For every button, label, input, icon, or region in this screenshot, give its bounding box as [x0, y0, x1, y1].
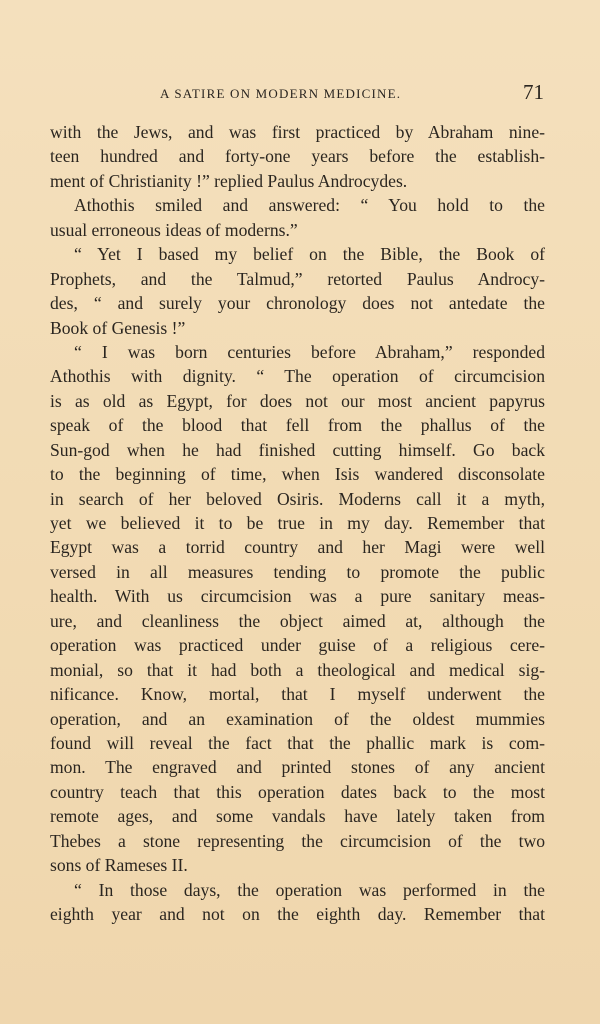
text-line: “ In those days, the operation was performed in the: [74, 879, 545, 900]
text-line: country teach that this operation dates back to the most: [50, 781, 545, 802]
text-line: operation was practiced under guise of a religious cere-: [50, 635, 545, 656]
text-line: nificance. Know, mortal, that I myself underwent the: [50, 684, 545, 705]
text-line: “ I was born centuries before Abraham,” responded: [74, 341, 545, 362]
text-line: teen hundred and forty-one years before the establish-: [50, 146, 545, 167]
text-line: “ Yet I based my belief on the Bible, the Book of: [74, 244, 545, 265]
text-line: operation, and an examination of the oldest mummies: [50, 708, 545, 729]
text-line: sons of Rameses II.: [50, 855, 188, 876]
text-line: yet we believed it to be true in my day. Remember that: [50, 513, 545, 533]
running-title: A SATIRE ON MODERN MEDICINE.: [160, 86, 402, 101]
body-text: [50, 120, 545, 926]
text-line: Book of Genesis !”: [50, 317, 186, 338]
text-line: health. With us circumcision was a pure sanitary meas-: [50, 586, 545, 607]
text-line: Athothis smiled and answered: “ You hold to the: [74, 195, 545, 216]
running-head: [50, 80, 546, 106]
text-line: Sun-god when he had finished cutting himself. Go back: [50, 439, 545, 460]
text-line: eighth year and not on the eighth day. Remember that: [50, 904, 545, 924]
text-line: remote ages, and some vandals have lately taken from: [50, 806, 545, 827]
text-line: ment of Christianity !” replied Paulus Androcydes.: [50, 170, 408, 191]
text-line: mon. The engraved and printed stones of any ancient: [50, 757, 545, 778]
text-line: Thebes a stone representing the circumcision of the two: [50, 830, 545, 851]
text-line: usual erroneous ideas of moderns.”: [50, 219, 298, 240]
text-line: versed in all measures tending to promote the public: [50, 561, 545, 582]
page-number: 71: [523, 80, 544, 104]
text-line: ure, and cleanliness the object aimed at, although the: [50, 610, 545, 631]
text-line: to the beginning of time, when Isis wandered disconsolate: [50, 464, 545, 485]
text-line: des, “ and surely your chronology does not antedate the: [50, 293, 545, 314]
text-line: Athothis with dignity. “ The operation of circumcision: [50, 366, 545, 387]
text-line: is as old as Egypt, for does not our most ancient papyrus: [50, 390, 545, 411]
text-line: Egypt was a torrid country and her Magi were well: [50, 537, 545, 558]
text-line: with the Jews, and was first practiced by Abraham nine-: [50, 122, 545, 142]
text-line: monial, so that it had both a theological and medical sig-: [50, 659, 545, 680]
text-line: in search of her beloved Osiris. Moderns call it a myth,: [50, 488, 545, 509]
text-line: speak of the blood that fell from the phallus of the: [50, 415, 545, 436]
text-line: Prophets, and the Talmud,” retorted Paulus Androcy-: [50, 268, 545, 289]
text-line: found will reveal the fact that the phallic mark is com-: [50, 732, 545, 753]
